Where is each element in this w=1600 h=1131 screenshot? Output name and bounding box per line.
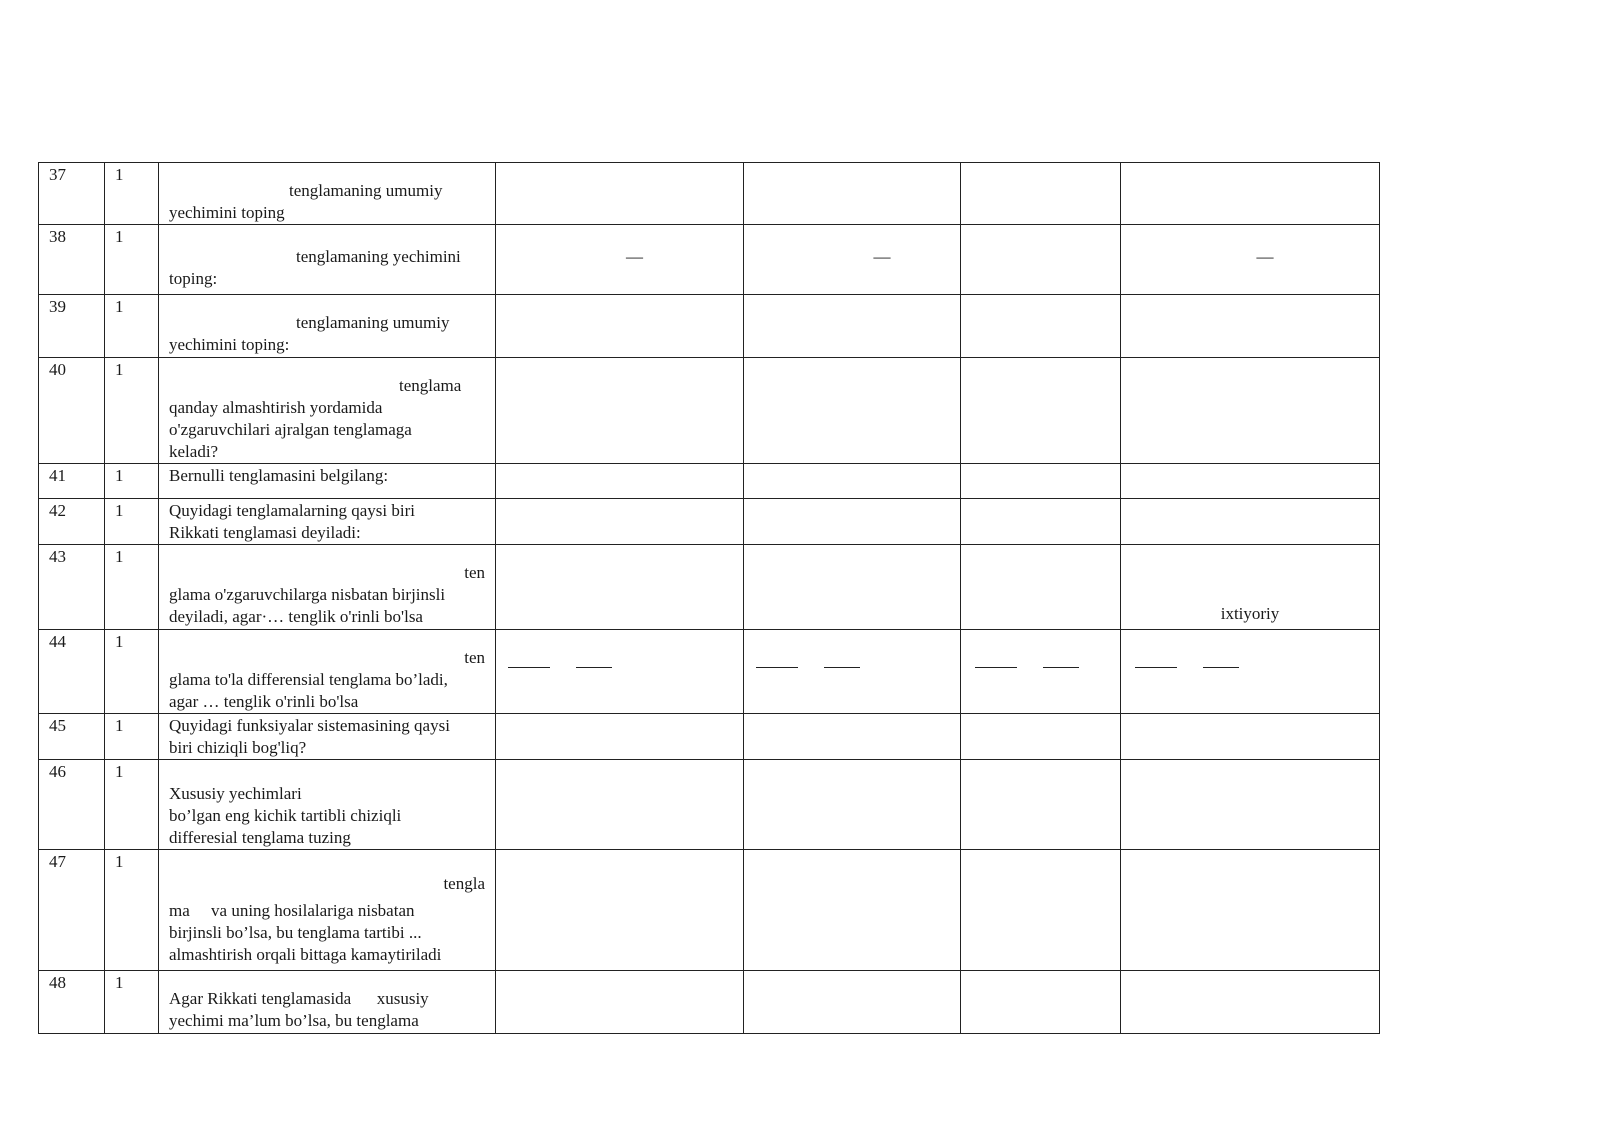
question-score: 1 <box>105 163 159 225</box>
question-text <box>159 850 496 971</box>
fill-in-blanks <box>756 655 950 677</box>
question-text <box>159 225 496 295</box>
answer-option-c <box>961 760 1121 850</box>
answer-option-c <box>961 358 1121 464</box>
question-score: 1 <box>105 295 159 358</box>
question-line: yechimi ma’lum bo’lsa, bu tenglama <box>169 1011 419 1030</box>
dash-symbol: — <box>626 247 643 266</box>
answer-option-c <box>961 163 1121 225</box>
answer-option-b <box>744 499 961 545</box>
question-score: 1 <box>105 225 159 295</box>
blank-line <box>1135 667 1177 668</box>
table-row <box>39 163 1380 225</box>
question-number: 39 <box>39 295 105 358</box>
answer-option-b <box>744 358 961 464</box>
answer-option-a <box>496 295 744 358</box>
question-line: Xususiy yechimlari <box>169 784 302 803</box>
question-text <box>159 630 496 714</box>
question-line: ma va uning hosilalariga nisbatan <box>169 901 415 920</box>
question-line: tenglamaning yechimini <box>296 247 461 266</box>
question-text <box>159 499 496 545</box>
answer-option-b <box>744 630 961 714</box>
question-line: agar … tenglik o'rinli bo'lsa <box>169 692 359 711</box>
fill-in-blanks <box>1135 655 1369 677</box>
question-score: 1 <box>105 971 159 1034</box>
answer-option-b <box>744 760 961 850</box>
question-line: tenglama <box>399 376 462 395</box>
answer-option-b <box>744 464 961 499</box>
answer-option-a <box>496 163 744 225</box>
question-text <box>159 760 496 850</box>
answer-option-d <box>1121 358 1380 464</box>
question-number: 38 <box>39 225 105 295</box>
question-text <box>159 464 496 499</box>
question-text <box>159 358 496 464</box>
question-line: ten <box>464 648 485 667</box>
question-number: 43 <box>39 545 105 630</box>
answer-option-c <box>961 499 1121 545</box>
dash-symbol: — <box>1256 247 1274 266</box>
question-number: 45 <box>39 714 105 760</box>
answer-option-c <box>961 971 1121 1034</box>
answer-option-b <box>744 163 961 225</box>
table-row <box>39 545 1380 630</box>
question-number: 47 <box>39 850 105 971</box>
answer-option-d <box>1121 295 1380 358</box>
question-line: o'zgaruvchilari ajralgan tenglamaga <box>169 420 412 439</box>
answer-option-d <box>1121 163 1380 225</box>
answer-option-d <box>1121 760 1380 850</box>
question-line: Quyidagi funksiyalar sistemasining qaysi <box>169 716 450 735</box>
answer-option-a <box>496 545 744 630</box>
question-score: 1 <box>105 714 159 760</box>
question-line: glama o'zgaruvchilarga nisbatan birjinsli <box>169 585 446 604</box>
answer-option-a <box>496 971 744 1034</box>
answer-option-c <box>961 545 1121 630</box>
answer-option-d <box>1121 545 1380 630</box>
table-row <box>39 464 1380 499</box>
question-line: almashtirish orqali bittaga kamaytiriladi <box>169 945 442 964</box>
question-score: 1 <box>105 358 159 464</box>
answer-option-c <box>961 630 1121 714</box>
table-row <box>39 714 1380 760</box>
answer-option-c <box>961 850 1121 971</box>
question-score: 1 <box>105 545 159 630</box>
blank-line <box>576 667 612 668</box>
table-row <box>39 358 1380 464</box>
blank-line <box>824 667 860 668</box>
question-number: 48 <box>39 971 105 1034</box>
question-line: yechimini toping <box>169 203 285 222</box>
answer-option-d <box>1121 850 1380 971</box>
question-line: deyiladi, agar·… tenglik o'rinli bo'lsa <box>169 607 423 626</box>
answer-option-a <box>496 630 744 714</box>
question-number: 40 <box>39 358 105 464</box>
answer-option-d <box>1121 971 1380 1034</box>
table-row <box>39 850 1380 971</box>
question-line: Bernulli tenglamasini belgilang: <box>169 466 389 485</box>
question-text <box>159 163 496 225</box>
question-line: tenglamaning umumiy <box>296 313 450 332</box>
blank-line <box>1043 667 1079 668</box>
table-row <box>39 630 1380 714</box>
table-row <box>39 295 1380 358</box>
fill-in-blanks <box>508 655 733 677</box>
answer-option-c <box>961 464 1121 499</box>
question-line: biri chiziqli bog'liq? <box>169 738 307 757</box>
question-line: differesial tenglama tuzing <box>169 828 351 847</box>
answer-option-a <box>496 499 744 545</box>
answer-option-a <box>496 358 744 464</box>
answer-option-a <box>496 714 744 760</box>
questions-table <box>38 162 1380 1034</box>
table-row <box>39 225 1380 295</box>
answer-option-d <box>1121 225 1380 295</box>
question-line: ten <box>464 563 485 582</box>
answer-option-a <box>496 850 744 971</box>
question-text <box>159 971 496 1034</box>
answer-option-c <box>961 225 1121 295</box>
question-line: tenglamaning umumiy <box>289 181 443 200</box>
table-row <box>39 971 1380 1034</box>
fill-in-blanks <box>975 655 1110 677</box>
answer-option-c <box>961 714 1121 760</box>
question-number: 41 <box>39 464 105 499</box>
question-score: 1 <box>105 499 159 545</box>
question-score: 1 <box>105 760 159 850</box>
option-text: ixtiyoriy <box>1220 604 1280 623</box>
question-score: 1 <box>105 630 159 714</box>
question-line: tengla <box>443 874 485 893</box>
blank-line <box>1203 667 1239 668</box>
answer-option-a <box>496 760 744 850</box>
answer-option-a <box>496 464 744 499</box>
question-number: 46 <box>39 760 105 850</box>
question-line: yechimini toping: <box>169 335 290 354</box>
answer-option-a <box>496 225 744 295</box>
answer-option-b <box>744 225 961 295</box>
question-line: Agar Rikkati tenglamasida xususiy <box>169 989 429 1008</box>
question-text <box>159 295 496 358</box>
blank-line <box>975 667 1017 668</box>
question-line: bo’lgan eng kichik tartibli chiziqli <box>169 806 402 825</box>
question-line: keladi? <box>169 442 219 461</box>
table-row <box>39 499 1380 545</box>
answer-option-b <box>744 971 961 1034</box>
answer-option-b <box>744 295 961 358</box>
answer-option-c <box>961 295 1121 358</box>
answer-option-b <box>744 714 961 760</box>
dash-symbol: — <box>873 247 891 266</box>
question-text <box>159 714 496 760</box>
answer-option-d <box>1121 464 1380 499</box>
blank-line <box>756 667 798 668</box>
answer-option-d <box>1121 714 1380 760</box>
question-number: 44 <box>39 630 105 714</box>
blank-line <box>508 667 550 668</box>
question-line: qanday almashtirish yordamida <box>169 398 383 417</box>
question-line: toping: <box>169 269 218 288</box>
question-line: glama to'la differensial tenglama bo’ladi, <box>169 670 448 689</box>
question-number: 42 <box>39 499 105 545</box>
answer-option-b <box>744 545 961 630</box>
question-line: Rikkati tenglamasi deyiladi: <box>169 523 361 542</box>
answer-option-b <box>744 850 961 971</box>
question-line: Quyidagi tenglamalarning qaysi biri <box>169 501 415 520</box>
answer-option-d <box>1121 499 1380 545</box>
question-number: 37 <box>39 163 105 225</box>
table-row <box>39 760 1380 850</box>
question-line: birjinsli bo’lsa, bu tenglama tartibi ... <box>169 923 422 942</box>
answer-option-d <box>1121 630 1380 714</box>
question-score: 1 <box>105 850 159 971</box>
question-text <box>159 545 496 630</box>
question-score: 1 <box>105 464 159 499</box>
